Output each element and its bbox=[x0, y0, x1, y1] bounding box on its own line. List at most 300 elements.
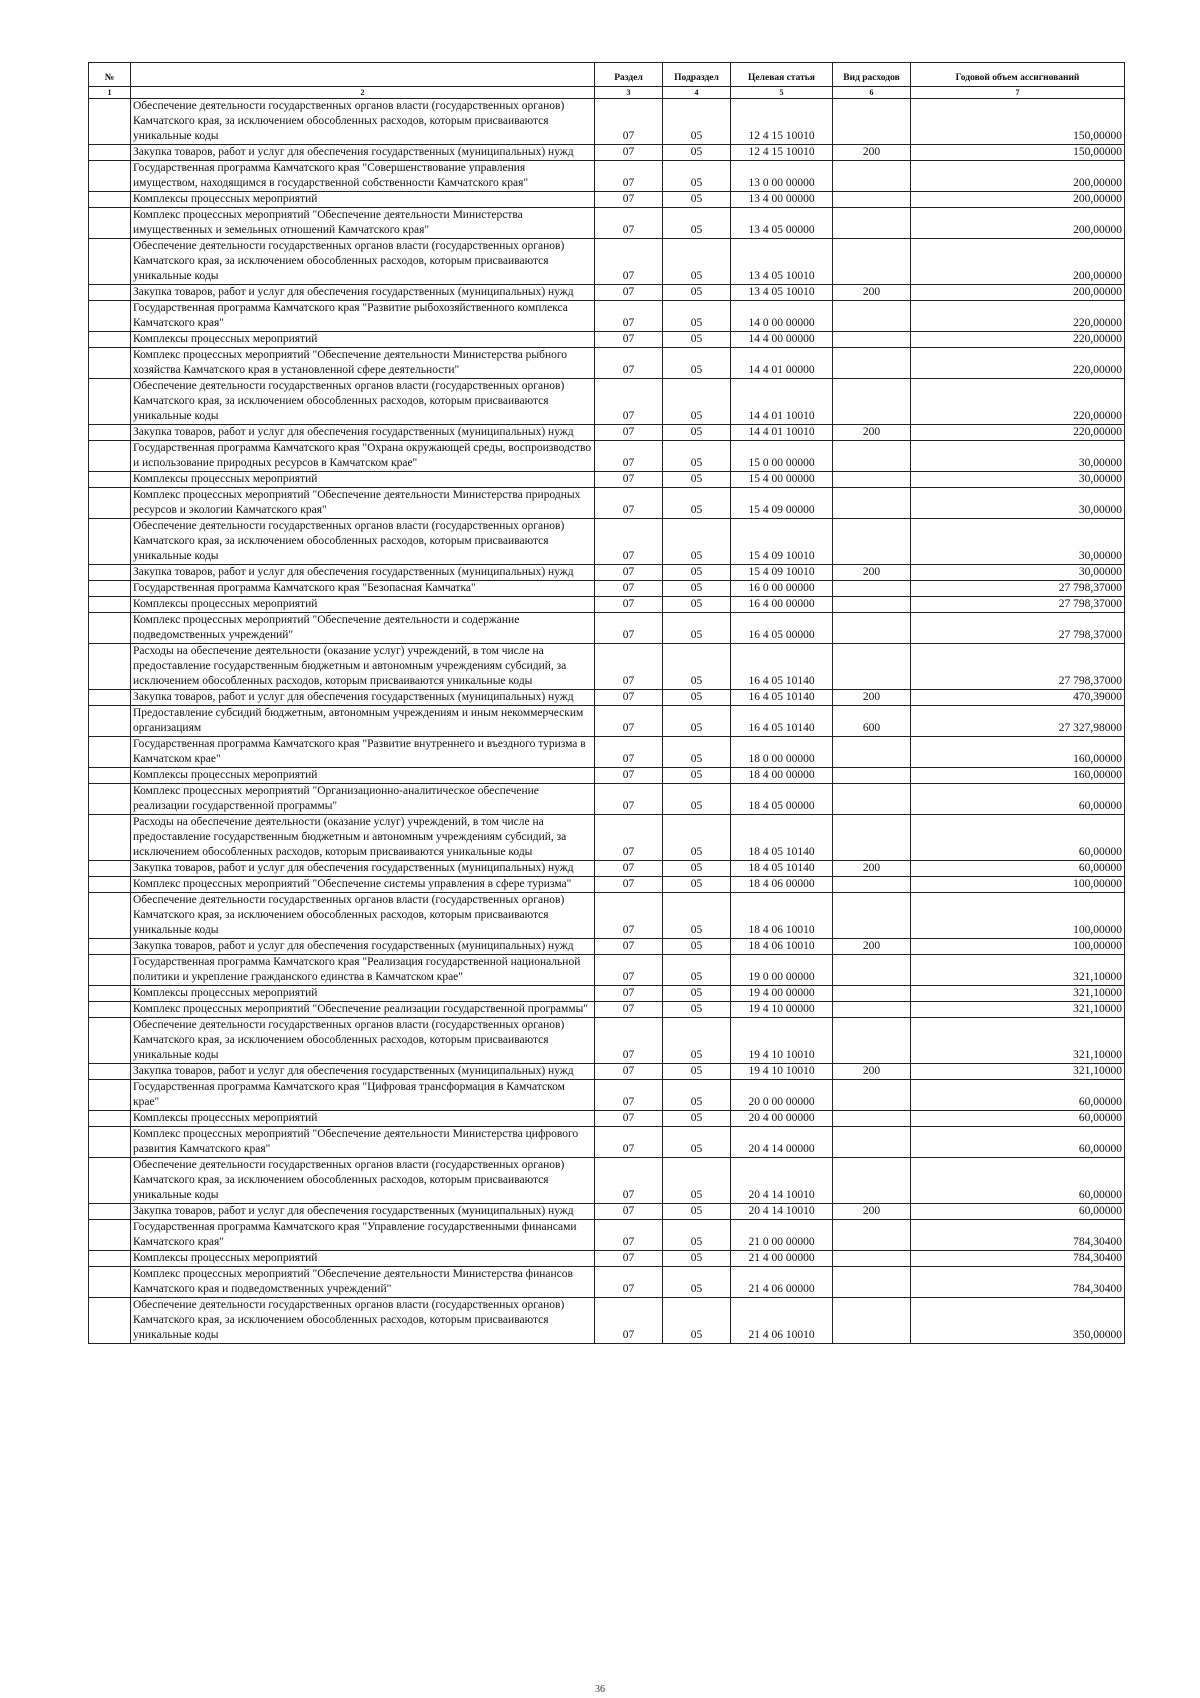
expense-kind-cell bbox=[833, 597, 911, 613]
table-row bbox=[89, 1267, 1125, 1298]
row-number-cell bbox=[89, 1018, 131, 1064]
target-article-cell: 18 4 06 10010 bbox=[731, 893, 833, 939]
expense-kind-cell bbox=[833, 613, 911, 644]
expense-name-cell: Закупка товаров, работ и услуг для обеспечения государственных (муниципальных) нужд bbox=[131, 1064, 595, 1080]
expense-kind-cell bbox=[833, 1220, 911, 1251]
header-subsection: Подраздел bbox=[663, 63, 731, 87]
subsection-cell: 05 bbox=[663, 472, 731, 488]
expense-name-cell: Государственная программа Камчатского края "Управление государственными финансами Камчатского края" bbox=[131, 1220, 595, 1251]
target-article-cell: 18 0 00 00000 bbox=[731, 737, 833, 768]
annual-volume-cell: 321,10000 bbox=[911, 1018, 1125, 1064]
annual-volume-cell: 160,00000 bbox=[911, 737, 1125, 768]
annual-volume-cell: 200,00000 bbox=[911, 192, 1125, 208]
table-row bbox=[89, 893, 1125, 939]
column-index: 2 bbox=[131, 87, 595, 99]
subsection-cell: 05 bbox=[663, 519, 731, 565]
expense-kind-cell: 200 bbox=[833, 1204, 911, 1220]
target-article-cell: 19 4 10 10010 bbox=[731, 1018, 833, 1064]
table-row bbox=[89, 208, 1125, 239]
subsection-cell: 05 bbox=[663, 644, 731, 690]
expense-name-cell: Комплекс процессных мероприятий "Обеспечение системы управления в сфере туризма" bbox=[131, 877, 595, 893]
target-article-cell: 15 4 09 10010 bbox=[731, 519, 833, 565]
header-row bbox=[89, 63, 1125, 87]
expense-kind-cell: 200 bbox=[833, 939, 911, 955]
section-cell: 07 bbox=[595, 99, 663, 145]
expense-kind-cell bbox=[833, 1158, 911, 1204]
annual-volume-cell: 784,30400 bbox=[911, 1220, 1125, 1251]
expense-name-cell: Комплекс процессных мероприятий "Организационно-аналитическое обеспечение реализации государственной программы" bbox=[131, 784, 595, 815]
section-cell: 07 bbox=[595, 332, 663, 348]
row-number-cell bbox=[89, 285, 131, 301]
section-cell: 07 bbox=[595, 425, 663, 441]
row-number-cell bbox=[89, 768, 131, 784]
table-row bbox=[89, 332, 1125, 348]
section-cell: 07 bbox=[595, 161, 663, 192]
section-cell: 07 bbox=[595, 1127, 663, 1158]
target-article-cell: 20 4 14 00000 bbox=[731, 1127, 833, 1158]
subsection-cell: 05 bbox=[663, 161, 731, 192]
header-kind: Вид расходов bbox=[833, 63, 911, 87]
target-article-cell: 15 4 09 10010 bbox=[731, 565, 833, 581]
annual-volume-cell: 60,00000 bbox=[911, 815, 1125, 861]
subsection-cell: 05 bbox=[663, 425, 731, 441]
row-number-cell bbox=[89, 613, 131, 644]
row-number-cell bbox=[89, 441, 131, 472]
row-number-cell bbox=[89, 815, 131, 861]
expense-name-cell: Обеспечение деятельности государственных органов власти (государственных органов) Камчатского края, за исключением обособленных расходов, которым присваиваются уникальные коды bbox=[131, 99, 595, 145]
table-row bbox=[89, 239, 1125, 285]
expense-name-cell: Обеспечение деятельности государственных органов власти (государственных органов) Камчатского края, за исключением обособленных расходов, которым присваиваются уникальные коды bbox=[131, 893, 595, 939]
row-number-cell bbox=[89, 784, 131, 815]
table-row bbox=[89, 301, 1125, 332]
row-number-cell bbox=[89, 1267, 131, 1298]
expense-kind-cell bbox=[833, 815, 911, 861]
table-row bbox=[89, 939, 1125, 955]
expense-kind-cell bbox=[833, 472, 911, 488]
table-row bbox=[89, 99, 1125, 145]
row-number-cell bbox=[89, 706, 131, 737]
section-cell: 07 bbox=[595, 285, 663, 301]
annual-volume-cell: 220,00000 bbox=[911, 332, 1125, 348]
row-number-cell bbox=[89, 597, 131, 613]
expense-kind-cell bbox=[833, 239, 911, 285]
table-row bbox=[89, 161, 1125, 192]
section-cell: 07 bbox=[595, 1111, 663, 1127]
expense-kind-cell bbox=[833, 581, 911, 597]
expense-name-cell: Комплекс процессных мероприятий "Обеспечение деятельности Министерства рыбного хозяйства Камчатского края в установленной сфере деятельности" bbox=[131, 348, 595, 379]
annual-volume-cell: 150,00000 bbox=[911, 99, 1125, 145]
expense-kind-cell bbox=[833, 161, 911, 192]
expense-kind-cell bbox=[833, 208, 911, 239]
target-article-cell: 14 4 01 10010 bbox=[731, 379, 833, 425]
target-article-cell: 15 4 09 00000 bbox=[731, 488, 833, 519]
target-article-cell: 20 4 14 10010 bbox=[731, 1204, 833, 1220]
subsection-cell: 05 bbox=[663, 1002, 731, 1018]
annual-volume-cell: 27 798,37000 bbox=[911, 644, 1125, 690]
target-article-cell: 19 4 00 00000 bbox=[731, 986, 833, 1002]
header-section: Раздел bbox=[595, 63, 663, 87]
budget-table bbox=[88, 62, 1125, 1344]
subsection-cell: 05 bbox=[663, 1204, 731, 1220]
subsection-cell: 05 bbox=[663, 301, 731, 332]
row-number-cell bbox=[89, 861, 131, 877]
annual-volume-cell: 60,00000 bbox=[911, 1111, 1125, 1127]
subsection-cell: 05 bbox=[663, 99, 731, 145]
row-number-cell bbox=[89, 332, 131, 348]
annual-volume-cell: 160,00000 bbox=[911, 768, 1125, 784]
section-cell: 07 bbox=[595, 1018, 663, 1064]
section-cell: 07 bbox=[595, 815, 663, 861]
section-cell: 07 bbox=[595, 519, 663, 565]
expense-name-cell: Комплексы процессных мероприятий bbox=[131, 1251, 595, 1267]
expense-kind-cell bbox=[833, 1298, 911, 1344]
row-number-cell bbox=[89, 893, 131, 939]
subsection-cell: 05 bbox=[663, 1111, 731, 1127]
table-row bbox=[89, 768, 1125, 784]
table-row bbox=[89, 425, 1125, 441]
table-row bbox=[89, 379, 1125, 425]
target-article-cell: 18 4 05 00000 bbox=[731, 784, 833, 815]
expense-name-cell: Закупка товаров, работ и услуг для обеспечения государственных (муниципальных) нужд bbox=[131, 285, 595, 301]
expense-kind-cell bbox=[833, 441, 911, 472]
table-row bbox=[89, 488, 1125, 519]
target-article-cell: 16 4 05 10140 bbox=[731, 644, 833, 690]
section-cell: 07 bbox=[595, 939, 663, 955]
table-row bbox=[89, 861, 1125, 877]
expense-name-cell: Обеспечение деятельности государственных органов власти (государственных органов) Камчатского края, за исключением обособленных расходов, которым присваиваются уникальные коды bbox=[131, 1018, 595, 1064]
annual-volume-cell: 350,00000 bbox=[911, 1298, 1125, 1344]
row-number-cell bbox=[89, 208, 131, 239]
table-row bbox=[89, 986, 1125, 1002]
subsection-cell: 05 bbox=[663, 1127, 731, 1158]
subsection-cell: 05 bbox=[663, 379, 731, 425]
row-number-cell bbox=[89, 301, 131, 332]
expense-name-cell: Комплексы процессных мероприятий bbox=[131, 986, 595, 1002]
section-cell: 07 bbox=[595, 597, 663, 613]
expense-kind-cell bbox=[833, 986, 911, 1002]
target-article-cell: 19 0 00 00000 bbox=[731, 955, 833, 986]
target-article-cell: 12 4 15 10010 bbox=[731, 145, 833, 161]
subsection-cell: 05 bbox=[663, 285, 731, 301]
annual-volume-cell: 321,10000 bbox=[911, 986, 1125, 1002]
row-number-cell bbox=[89, 1204, 131, 1220]
subsection-cell: 05 bbox=[663, 706, 731, 737]
table-row bbox=[89, 1158, 1125, 1204]
target-article-cell: 18 4 06 00000 bbox=[731, 877, 833, 893]
expense-name-cell: Закупка товаров, работ и услуг для обеспечения государственных (муниципальных) нужд bbox=[131, 1204, 595, 1220]
target-article-cell: 13 4 05 00000 bbox=[731, 208, 833, 239]
expense-name-cell: Закупка товаров, работ и услуг для обеспечения государственных (муниципальных) нужд bbox=[131, 690, 595, 706]
expense-kind-cell bbox=[833, 332, 911, 348]
section-cell: 07 bbox=[595, 208, 663, 239]
table-row bbox=[89, 1002, 1125, 1018]
target-article-cell: 18 4 06 10010 bbox=[731, 939, 833, 955]
subsection-cell: 05 bbox=[663, 877, 731, 893]
section-cell: 07 bbox=[595, 613, 663, 644]
table-row bbox=[89, 597, 1125, 613]
annual-volume-cell: 60,00000 bbox=[911, 784, 1125, 815]
target-article-cell: 16 4 05 10140 bbox=[731, 690, 833, 706]
expense-name-cell: Предоставление субсидий бюджетным, автономным учреждениям и иным некоммерческим организациям bbox=[131, 706, 595, 737]
table-row bbox=[89, 348, 1125, 379]
expense-kind-cell: 200 bbox=[833, 145, 911, 161]
expense-name-cell: Комплексы процессных мероприятий bbox=[131, 768, 595, 784]
table-row bbox=[89, 815, 1125, 861]
annual-volume-cell: 60,00000 bbox=[911, 1080, 1125, 1111]
row-number-cell bbox=[89, 1080, 131, 1111]
table-row bbox=[89, 1064, 1125, 1080]
subsection-cell: 05 bbox=[663, 565, 731, 581]
table-row bbox=[89, 145, 1125, 161]
column-index: 7 bbox=[911, 87, 1125, 99]
expense-kind-cell: 200 bbox=[833, 425, 911, 441]
row-number-cell bbox=[89, 379, 131, 425]
subsection-cell: 05 bbox=[663, 488, 731, 519]
table-row bbox=[89, 519, 1125, 565]
table-row bbox=[89, 690, 1125, 706]
expense-kind-cell bbox=[833, 877, 911, 893]
subsection-cell: 05 bbox=[663, 690, 731, 706]
expense-name-cell: Обеспечение деятельности государственных органов власти (государственных органов) Камчатского края, за исключением обособленных расходов, которым присваиваются уникальные коды bbox=[131, 1298, 595, 1344]
table-row bbox=[89, 581, 1125, 597]
expense-name-cell: Комплекс процессных мероприятий "Обеспечение деятельности Министерства финансов Камчатского края и подведомственных учреждений" bbox=[131, 1267, 595, 1298]
row-number-cell bbox=[89, 737, 131, 768]
expense-name-cell: Закупка товаров, работ и услуг для обеспечения государственных (муниципальных) нужд bbox=[131, 939, 595, 955]
target-article-cell: 16 0 00 00000 bbox=[731, 581, 833, 597]
expense-name-cell: Комплексы процессных мероприятий bbox=[131, 1111, 595, 1127]
section-cell: 07 bbox=[595, 565, 663, 581]
subsection-cell: 05 bbox=[663, 1158, 731, 1204]
table-row bbox=[89, 1251, 1125, 1267]
expense-kind-cell: 200 bbox=[833, 565, 911, 581]
annual-volume-cell: 60,00000 bbox=[911, 1204, 1125, 1220]
subsection-cell: 05 bbox=[663, 1298, 731, 1344]
target-article-cell: 19 4 10 10010 bbox=[731, 1064, 833, 1080]
row-number-cell bbox=[89, 581, 131, 597]
annual-volume-cell: 30,00000 bbox=[911, 519, 1125, 565]
annual-volume-cell: 200,00000 bbox=[911, 239, 1125, 285]
row-number-cell bbox=[89, 1220, 131, 1251]
annual-volume-cell: 30,00000 bbox=[911, 441, 1125, 472]
expense-name-cell: Государственная программа Камчатского края "Совершенствование управления имуществом, находящимся в государственной собственности Камчатского края" bbox=[131, 161, 595, 192]
expense-name-cell: Расходы на обеспечение деятельности (оказание услуг) учреждений, в том числе на предоставление государственным бюджетным и автономным учреждениям субсидий, за исключением обособленных расходов, которым присваиваются уникальные коды bbox=[131, 644, 595, 690]
table-row bbox=[89, 613, 1125, 644]
row-number-cell bbox=[89, 239, 131, 285]
expense-kind-cell bbox=[833, 348, 911, 379]
annual-volume-cell: 150,00000 bbox=[911, 145, 1125, 161]
expense-kind-cell bbox=[833, 784, 911, 815]
header-num: № bbox=[89, 63, 131, 87]
expense-kind-cell bbox=[833, 1251, 911, 1267]
section-cell: 07 bbox=[595, 955, 663, 986]
section-cell: 07 bbox=[595, 877, 663, 893]
target-article-cell: 20 0 00 00000 bbox=[731, 1080, 833, 1111]
expense-name-cell: Комплекс процессных мероприятий "Обеспечение деятельности Министерства цифрового развития Камчатского края" bbox=[131, 1127, 595, 1158]
section-cell: 07 bbox=[595, 1080, 663, 1111]
expense-name-cell: Государственная программа Камчатского края "Цифровая трансформация в Камчатском крае" bbox=[131, 1080, 595, 1111]
table-row bbox=[89, 877, 1125, 893]
subsection-cell: 05 bbox=[663, 208, 731, 239]
annual-volume-cell: 100,00000 bbox=[911, 877, 1125, 893]
expense-name-cell: Государственная программа Камчатского края "Охрана окружающей среды, воспроизводство и использование природных ресурсов в Камчатском крае" bbox=[131, 441, 595, 472]
expense-kind-cell bbox=[833, 379, 911, 425]
expense-name-cell: Комплексы процессных мероприятий bbox=[131, 332, 595, 348]
table-row bbox=[89, 1220, 1125, 1251]
subsection-cell: 05 bbox=[663, 1267, 731, 1298]
section-cell: 07 bbox=[595, 690, 663, 706]
subsection-cell: 05 bbox=[663, 861, 731, 877]
target-article-cell: 13 4 05 10010 bbox=[731, 285, 833, 301]
expense-name-cell: Комплекс процессных мероприятий "Обеспечение реализации государственной программы" bbox=[131, 1002, 595, 1018]
annual-volume-cell: 30,00000 bbox=[911, 488, 1125, 519]
expense-kind-cell bbox=[833, 1111, 911, 1127]
section-cell: 07 bbox=[595, 239, 663, 285]
row-number-cell bbox=[89, 1002, 131, 1018]
target-article-cell: 21 0 00 00000 bbox=[731, 1220, 833, 1251]
annual-volume-cell: 220,00000 bbox=[911, 348, 1125, 379]
column-index-row bbox=[89, 87, 1125, 99]
subsection-cell: 05 bbox=[663, 1080, 731, 1111]
row-number-cell bbox=[89, 565, 131, 581]
expense-kind-cell: 200 bbox=[833, 285, 911, 301]
annual-volume-cell: 100,00000 bbox=[911, 893, 1125, 939]
target-article-cell: 13 4 00 00000 bbox=[731, 192, 833, 208]
target-article-cell: 13 4 05 10010 bbox=[731, 239, 833, 285]
expense-kind-cell bbox=[833, 1002, 911, 1018]
table-row bbox=[89, 784, 1125, 815]
subsection-cell: 05 bbox=[663, 581, 731, 597]
row-number-cell bbox=[89, 192, 131, 208]
target-article-cell: 19 4 10 00000 bbox=[731, 1002, 833, 1018]
expense-name-cell: Расходы на обеспечение деятельности (оказание услуг) учреждений, в том числе на предоставление государственным бюджетным и автономным учреждениям субсидий, за исключением обособленных расходов, которым присваиваются уникальные коды bbox=[131, 815, 595, 861]
expense-kind-cell bbox=[833, 192, 911, 208]
column-index: 1 bbox=[89, 87, 131, 99]
expense-name-cell: Государственная программа Камчатского края "Развитие рыбохозяйственного комплекса Камчатского края" bbox=[131, 301, 595, 332]
expense-name-cell: Обеспечение деятельности государственных органов власти (государственных органов) Камчатского края, за исключением обособленных расходов, которым присваиваются уникальные коды bbox=[131, 239, 595, 285]
expense-kind-cell: 200 bbox=[833, 690, 911, 706]
annual-volume-cell: 220,00000 bbox=[911, 301, 1125, 332]
subsection-cell: 05 bbox=[663, 1064, 731, 1080]
row-number-cell bbox=[89, 690, 131, 706]
expense-name-cell: Государственная программа Камчатского края "Безопасная Камчатка" bbox=[131, 581, 595, 597]
column-index: 5 bbox=[731, 87, 833, 99]
subsection-cell: 05 bbox=[663, 597, 731, 613]
target-article-cell: 16 4 00 00000 bbox=[731, 597, 833, 613]
row-number-cell bbox=[89, 488, 131, 519]
row-number-cell bbox=[89, 1251, 131, 1267]
table-row bbox=[89, 1111, 1125, 1127]
row-number-cell bbox=[89, 1111, 131, 1127]
target-article-cell: 18 4 00 00000 bbox=[731, 768, 833, 784]
section-cell: 07 bbox=[595, 301, 663, 332]
subsection-cell: 05 bbox=[663, 784, 731, 815]
annual-volume-cell: 220,00000 bbox=[911, 425, 1125, 441]
expense-name-cell: Комплекс процессных мероприятий "Обеспечение деятельности и содержание подведомственных учреждений" bbox=[131, 613, 595, 644]
section-cell: 07 bbox=[595, 1298, 663, 1344]
target-article-cell: 16 4 05 00000 bbox=[731, 613, 833, 644]
target-article-cell: 14 0 00 00000 bbox=[731, 301, 833, 332]
section-cell: 07 bbox=[595, 379, 663, 425]
expense-name-cell: Комплексы процессных мероприятий bbox=[131, 192, 595, 208]
target-article-cell: 21 4 00 00000 bbox=[731, 1251, 833, 1267]
table-row bbox=[89, 706, 1125, 737]
section-cell: 07 bbox=[595, 1267, 663, 1298]
row-number-cell bbox=[89, 472, 131, 488]
column-index: 4 bbox=[663, 87, 731, 99]
subsection-cell: 05 bbox=[663, 239, 731, 285]
subsection-cell: 05 bbox=[663, 955, 731, 986]
expense-kind-cell bbox=[833, 301, 911, 332]
target-article-cell: 15 0 00 00000 bbox=[731, 441, 833, 472]
row-number-cell bbox=[89, 161, 131, 192]
expense-kind-cell: 200 bbox=[833, 861, 911, 877]
table-row bbox=[89, 1018, 1125, 1064]
row-number-cell bbox=[89, 955, 131, 986]
target-article-cell: 14 4 01 10010 bbox=[731, 425, 833, 441]
expense-kind-cell bbox=[833, 737, 911, 768]
annual-volume-cell: 220,00000 bbox=[911, 379, 1125, 425]
section-cell: 07 bbox=[595, 861, 663, 877]
row-number-cell bbox=[89, 939, 131, 955]
subsection-cell: 05 bbox=[663, 768, 731, 784]
section-cell: 07 bbox=[595, 893, 663, 939]
section-cell: 07 bbox=[595, 784, 663, 815]
section-cell: 07 bbox=[595, 986, 663, 1002]
subsection-cell: 05 bbox=[663, 1251, 731, 1267]
expense-name-cell: Обеспечение деятельности государственных органов власти (государственных органов) Камчатского края, за исключением обособленных расходов, которым присваиваются уникальные коды bbox=[131, 519, 595, 565]
section-cell: 07 bbox=[595, 145, 663, 161]
expense-kind-cell bbox=[833, 99, 911, 145]
section-cell: 07 bbox=[595, 192, 663, 208]
subsection-cell: 05 bbox=[663, 986, 731, 1002]
table-body bbox=[89, 99, 1125, 1344]
annual-volume-cell: 321,10000 bbox=[911, 1064, 1125, 1080]
expense-name-cell: Закупка товаров, работ и услуг для обеспечения государственных (муниципальных) нужд bbox=[131, 565, 595, 581]
subsection-cell: 05 bbox=[663, 145, 731, 161]
row-number-cell bbox=[89, 1158, 131, 1204]
row-number-cell bbox=[89, 519, 131, 565]
subsection-cell: 05 bbox=[663, 441, 731, 472]
expense-name-cell: Государственная программа Камчатского края "Реализация государственной национальной политики и укрепление гражданского единства в Камчатском крае" bbox=[131, 955, 595, 986]
target-article-cell: 18 4 05 10140 bbox=[731, 861, 833, 877]
expense-kind-cell bbox=[833, 488, 911, 519]
column-index: 3 bbox=[595, 87, 663, 99]
annual-volume-cell: 60,00000 bbox=[911, 861, 1125, 877]
section-cell: 07 bbox=[595, 441, 663, 472]
target-article-cell: 12 4 15 10010 bbox=[731, 99, 833, 145]
annual-volume-cell: 321,10000 bbox=[911, 1002, 1125, 1018]
expense-name-cell: Обеспечение деятельности государственных органов власти (государственных органов) Камчатского края, за исключением обособленных расходов, которым присваиваются уникальные коды bbox=[131, 1158, 595, 1204]
section-cell: 07 bbox=[595, 644, 663, 690]
expense-name-cell: Комплекс процессных мероприятий "Обеспечение деятельности Министерства природных ресурсов и экологии Камчатского края" bbox=[131, 488, 595, 519]
expense-name-cell: Закупка товаров, работ и услуг для обеспечения государственных (муниципальных) нужд bbox=[131, 425, 595, 441]
row-number-cell bbox=[89, 145, 131, 161]
header-volume: Годовой объем ассигнований bbox=[911, 63, 1125, 87]
expense-kind-cell bbox=[833, 768, 911, 784]
annual-volume-cell: 30,00000 bbox=[911, 565, 1125, 581]
annual-volume-cell: 27 798,37000 bbox=[911, 597, 1125, 613]
subsection-cell: 05 bbox=[663, 815, 731, 861]
subsection-cell: 05 bbox=[663, 1220, 731, 1251]
annual-volume-cell: 470,39000 bbox=[911, 690, 1125, 706]
subsection-cell: 05 bbox=[663, 1018, 731, 1064]
section-cell: 07 bbox=[595, 1204, 663, 1220]
expense-name-cell: Закупка товаров, работ и услуг для обеспечения государственных (муниципальных) нужд bbox=[131, 861, 595, 877]
row-number-cell bbox=[89, 1064, 131, 1080]
table-row bbox=[89, 1127, 1125, 1158]
target-article-cell: 21 4 06 10010 bbox=[731, 1298, 833, 1344]
target-article-cell: 18 4 05 10140 bbox=[731, 815, 833, 861]
